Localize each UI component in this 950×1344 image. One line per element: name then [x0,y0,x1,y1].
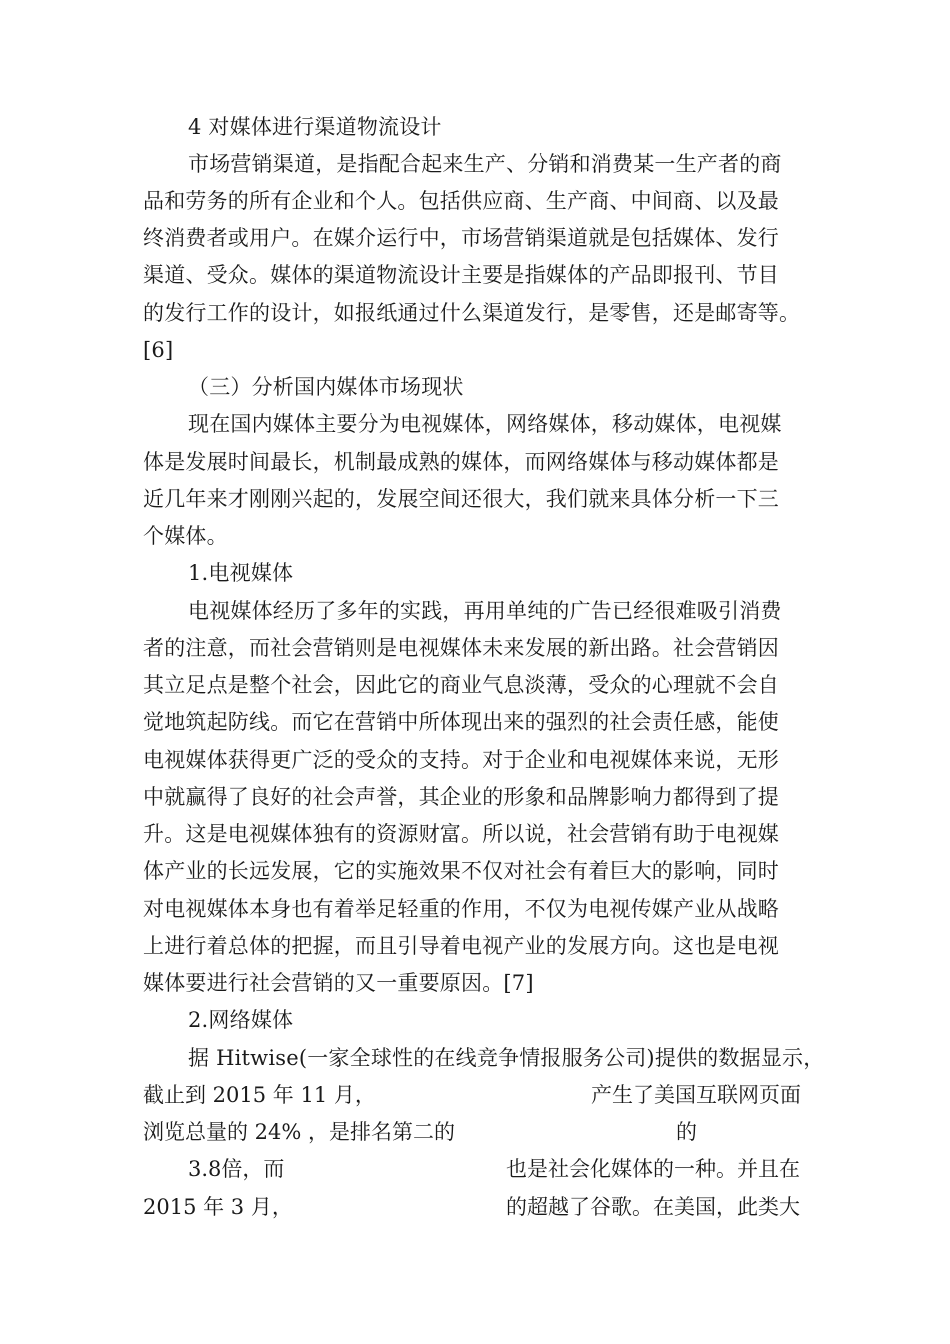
paragraph-line: 中就赢得了良好的社会声誉，其企业的形象和品牌影响力都得到了提 [143,785,779,809]
heading-market-status: （三）分析国内媒体市场现状 [188,375,464,399]
paragraph-line: 电视媒体经历了多年的实践，再用单纯的广告已经很难吸引消费 [188,599,782,623]
paragraph-line: 据 Hitwise(一家全球性的在线竞争情报服务公司)提供的数据显示， [188,1046,825,1070]
paragraph-line: 近几年来才刚刚兴起的，发展空间还很大，我们就来具体分析一下三 [143,487,779,511]
text-fragment: 截止到 2015 年 11 月， [143,1083,376,1107]
paragraph-line: 升。这是电视媒体独有的资源财富。所以说，社会营销有助于电视媒 [143,822,779,846]
citation: [6] [143,338,174,362]
text-fragment: 3.8倍，而 [188,1157,285,1181]
text-fragment: 的 [676,1120,697,1144]
paragraph-line: 电视媒体获得更广泛的受众的支持。对于企业和电视媒体来说，无形 [143,748,779,772]
paragraph-line: 市场营销渠道，是指配合起来生产、分销和消费某一生产者的商 [188,152,782,176]
paragraph-line: 其立足点是整个社会，因此它的商业气息淡薄，受众的心理就不会自 [143,673,779,697]
paragraph-line: 对电视媒体本身也有着举足轻重的作用，不仅为电视传媒产业从战略 [143,897,779,921]
paragraph-line: 上进行着总体的把握，而且引导着电视产业的发展方向。这也是电视 [143,934,779,958]
heading-tv-media: 1.电视媒体 [188,561,294,585]
paragraph-line: 渠道、受众。媒体的渠道物流设计主要是指媒体的产品即报刊、节目 [143,263,779,287]
text-fragment: 也是社会化媒体的一种。并且在 [506,1157,800,1181]
text-fragment: 的超越了谷歌。在美国，此类大 [506,1195,800,1219]
paragraph-line: 者的注意，而社会营销则是电视媒体未来发展的新出路。社会营销因 [143,636,779,660]
paragraph-line: 终消费者或用户。在媒介运行中，市场营销渠道就是包括媒体、发行 [143,226,779,250]
paragraph-line: 品和劳务的所有企业和个人。包括供应商、生产商、中间商、以及最 [143,189,779,213]
paragraph-line: 的发行工作的设计，如报纸通过什么渠道发行，是零售，还是邮寄等。 [143,301,801,325]
text-fragment: 产生了美国互联网页面 [591,1083,801,1107]
paragraph-line: 觉地筑起防线。而它在营销中所体现出来的强烈的社会责任感，能使 [143,710,779,734]
paragraph-line: 体是发展时间最长，机制最成熟的媒体，而网络媒体与移动媒体都是 [143,450,779,474]
heading-network-media: 2.网络媒体 [188,1008,294,1032]
paragraph-line: 媒体要进行社会营销的又一重要原因。[7] [143,971,534,995]
heading-channel-design: 4 对媒体进行渠道物流设计 [188,115,442,139]
paragraph-line: 体产业的长远发展，它的实施效果不仅对社会有着巨大的影响，同时 [143,859,779,883]
paragraph-line: 现在国内媒体主要分为电视媒体，网络媒体，移动媒体，电视媒 [188,412,782,436]
text-fragment: 2015 年 3 月， [143,1195,293,1219]
paragraph-line: 个媒体。 [143,524,228,548]
text-fragment: 浏览总量的 24% ，是排名第二的 [143,1120,456,1144]
